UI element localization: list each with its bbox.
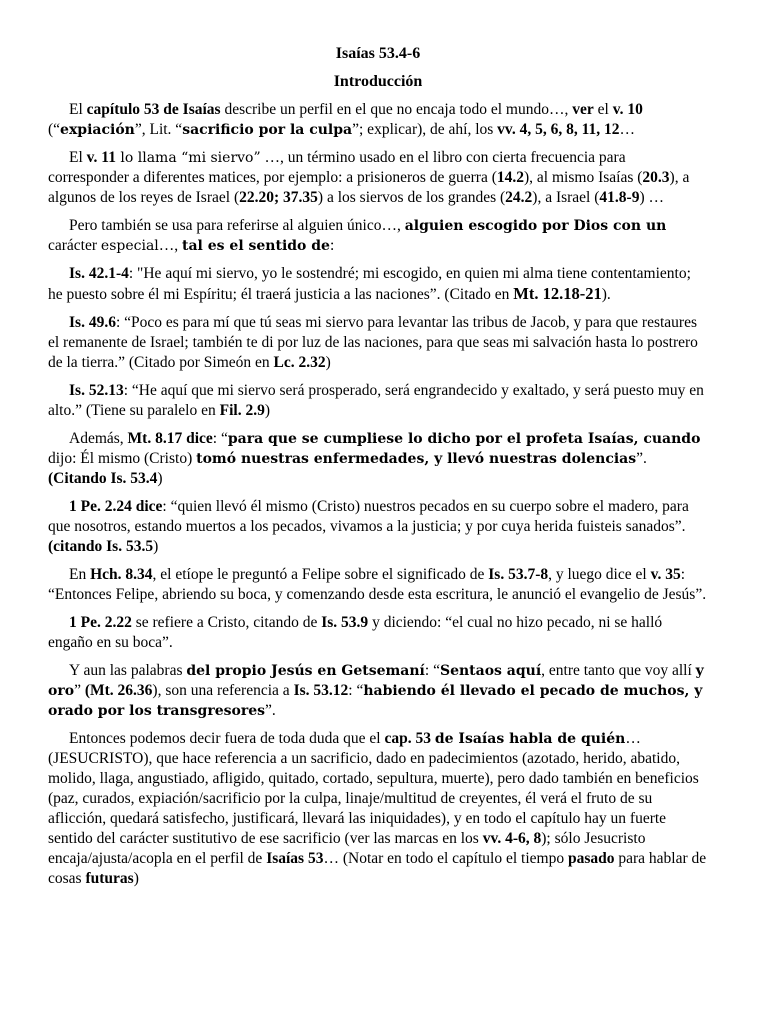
paragraph [48, 661, 708, 721]
bold-text: alguien escogido por Dios con un [404, 218, 667, 234]
bold-text: vv. 4, 5, 6, 8, 11, 12 [497, 121, 620, 138]
text-run: : “Poco es para mí que tú seas mi siervo para levantar las tribus de Jacob, y para que restaures el remanente de Israel; también te di por luz de las naciones, para que seas mi salvación hasta lo postrero de la tierra.” (Citado por Simeón en [48, 314, 698, 371]
text-run: se refiere a Cristo, citando de [131, 614, 322, 631]
text-run: ) [157, 470, 163, 487]
paragraph [48, 100, 708, 140]
bold-text: Is. 53.7-8 [488, 566, 549, 583]
text-run: ” [74, 682, 85, 699]
bold-text: (citando Is. 53.5 [48, 538, 154, 555]
bold-text: expiación [60, 122, 135, 138]
bold-text: ver [572, 101, 594, 118]
text-run: , y luego dice el [548, 566, 651, 583]
bold-text: Isaías 53 [266, 850, 324, 867]
text-run: ) [153, 538, 159, 555]
text-run: … (Notar en todo el capítulo el tiempo [323, 850, 568, 867]
text-run: ). [601, 286, 611, 303]
text-run: ), al mismo Isaías ( [524, 169, 643, 186]
text-run: Y aun las palabras [69, 662, 187, 679]
paragraph [48, 264, 708, 305]
text-run: Pero también se usa para referirse al alguien único…, [69, 217, 405, 234]
text-run: dijo: Él mismo (Cristo) [48, 450, 197, 467]
document-title: Isaías 53.4-6 [335, 45, 421, 62]
paragraph [48, 565, 708, 605]
text-run: describe un perfil en el que no encaja todo el mundo…, [220, 101, 573, 118]
bold-text: Is. 42.1-4 [69, 265, 129, 282]
text-run: ), a Israel ( [532, 189, 600, 206]
bold-text: 24.2 [505, 189, 533, 206]
text-run: : “quien llevó él mismo (Cristo) nuestros pecados en su cuerpo sobre el madero, para que nosotros, estando muertos a los pecados, vivamos a la justicia; y por cuya herida fuisteis sanados”. [48, 498, 689, 535]
bold-text: Is. 53.9 [321, 614, 369, 631]
bold-text: 22.20; 37.35 [239, 189, 318, 206]
text-run: ), son una referencia a [152, 682, 294, 699]
bold-text: Mt. 8.17 dice [127, 430, 213, 447]
text-run: …(JESUCRISTO), que hace referencia a un sacrificio, dado en padecimientos (azotado, herido, abatido, molido, llaga, angustiado, afligido, quitado, cortado, sepultura, muerte), pero dado también en beneficios (paz, curados, expiación/sacrificio por la culpa, linaje/multitud de creyentes, él verá el fruto de su aflicción, quedará satisfecho, justificará, llevará las iniquidades), y en todo el capítulo hay un fuerte sentido del carácter sustitutivo de ese sacrificio (ver las marcas en los [48, 730, 699, 847]
text-run: ) [325, 354, 331, 371]
bold-text: capítulo 53 de Isaías [86, 101, 221, 118]
paragraph [48, 313, 708, 373]
paragraph [48, 148, 708, 208]
bold-text: habiendo él llevado el pecado de muchos, y orado por los transgresores [48, 683, 703, 719]
bold-text: Is. 52.13 [69, 382, 124, 399]
text-run: …, [158, 237, 183, 254]
bold-text: cap. 53 [384, 730, 431, 747]
paragraph [48, 613, 708, 653]
bold-text: sacrificio por la culpa [182, 122, 353, 138]
text-run: ”. [636, 450, 647, 467]
text-run: especial [100, 238, 159, 254]
text-run: ) [133, 870, 139, 887]
bold-text: Lc. 2.32 [273, 354, 326, 371]
paragraph [48, 381, 708, 421]
text-run: : “Entonces Felipe, abriendo su boca, y comenzando desde esta escritura, le anunció el evangelio de Jesús”. [48, 566, 707, 603]
bold-text: 1 Pe. 2.24 dice [69, 498, 163, 515]
bold-text: 20.3 [642, 169, 670, 186]
bold-text: Mt. 12.18-21 [513, 284, 602, 303]
text-run: : “He aquí que mi siervo será prosperado, será engrandecido y exaltado, y será puesto muy en alto.” (Tiene su paralelo en [48, 382, 704, 419]
bold-text: Hch. 8.34 [90, 566, 153, 583]
bold-text: vv. 4-6, 8 [482, 830, 542, 847]
text-run: para hablar de cosas [48, 850, 707, 887]
bold-text: tomó nuestras enfermedades, y llevó nuestras dolencias [196, 451, 637, 467]
text-run: ), a algunos de los reyes de Israel ( [48, 169, 690, 206]
text-run: En [69, 566, 91, 583]
text-run: : “ [424, 662, 440, 679]
text-run: ) … [639, 189, 664, 206]
text-run: carácter [48, 237, 101, 254]
text-run: Además, [69, 430, 128, 447]
paragraph [48, 216, 708, 256]
bold-text: futuras [85, 870, 134, 887]
text-run: : [329, 237, 335, 254]
text-run: Entonces podemos decir fuera de toda duda que el [69, 730, 385, 747]
bold-text: 14.2 [496, 169, 525, 186]
text-run: ”. [265, 702, 276, 719]
text-run: y diciendo: “el cual no hizo pecado, ni se halló engaño en su boca”. [48, 614, 663, 651]
text-run: , el etíope le preguntó a Felipe sobre el significado de [152, 566, 489, 583]
bold-text: para que se cumpliese lo dicho por el profeta Isaías, cuando [227, 431, 701, 447]
bold-text: Is. 53.12 [293, 682, 349, 699]
bold-text: Is. 49.6 [69, 314, 116, 331]
text-run: …, un término usado en el libro con cierta frecuencia para corresponder a diferentes matices, por ejemplo: a prisioneros de guerra ( [48, 149, 626, 186]
bold-text: v. 35 [650, 566, 681, 583]
bold-text: tal es el sentido de [182, 238, 330, 254]
bold-text: 41.8-9 [599, 189, 640, 206]
text-run: (“ [48, 121, 61, 138]
bold-text: pasado [567, 850, 615, 867]
bold-text: Fil. 2.9 [219, 402, 265, 419]
bold-text: 1 Pe. 2.22 [69, 614, 132, 631]
text-run: El [69, 101, 87, 118]
bold-text: de Isaías habla de quién [434, 731, 626, 747]
text-run: : "He aquí mi siervo, yo le sostendré; mi escogido, en quien mi alma tiene contentamiento; he puesto sobre él mi Espíritu; él traerá justicia a las naciones”. (Citado en [48, 265, 691, 303]
bold-text: y oro [48, 663, 704, 699]
text-run: ”, Lit. “ [134, 121, 183, 138]
text-run: ); sólo Jesucristo encaja/ajusta/acopla en el perfil de [48, 830, 646, 867]
text-run: ) [264, 402, 270, 419]
text-run: lo llama “mi siervo” [115, 150, 261, 166]
text-run: : “ [212, 430, 228, 447]
bold-text: del propio Jesús en Getsemaní [186, 663, 425, 679]
text-run: el [593, 101, 613, 118]
bold-text: v. 10 [612, 101, 643, 118]
bold-text: (Citando Is. 53.4 [48, 470, 158, 487]
bold-text: (Mt. 26.36 [84, 682, 153, 699]
text-run: , entre tanto que voy allí [541, 662, 696, 679]
text-run: El [69, 149, 87, 166]
text-run: ) a los siervos de los grandes ( [317, 189, 506, 206]
text-run: : “ [348, 682, 364, 699]
paragraph [48, 729, 708, 889]
paragraph [48, 429, 708, 489]
bold-text: v. 11 [86, 149, 116, 166]
text-run: ”; explicar), de ahí, los [352, 121, 498, 138]
section-heading: Introducción [333, 73, 423, 90]
paragraph [48, 497, 708, 557]
text-run: … [619, 121, 635, 138]
document-body [48, 100, 708, 889]
bold-text: Sentaos aquí [439, 663, 542, 679]
